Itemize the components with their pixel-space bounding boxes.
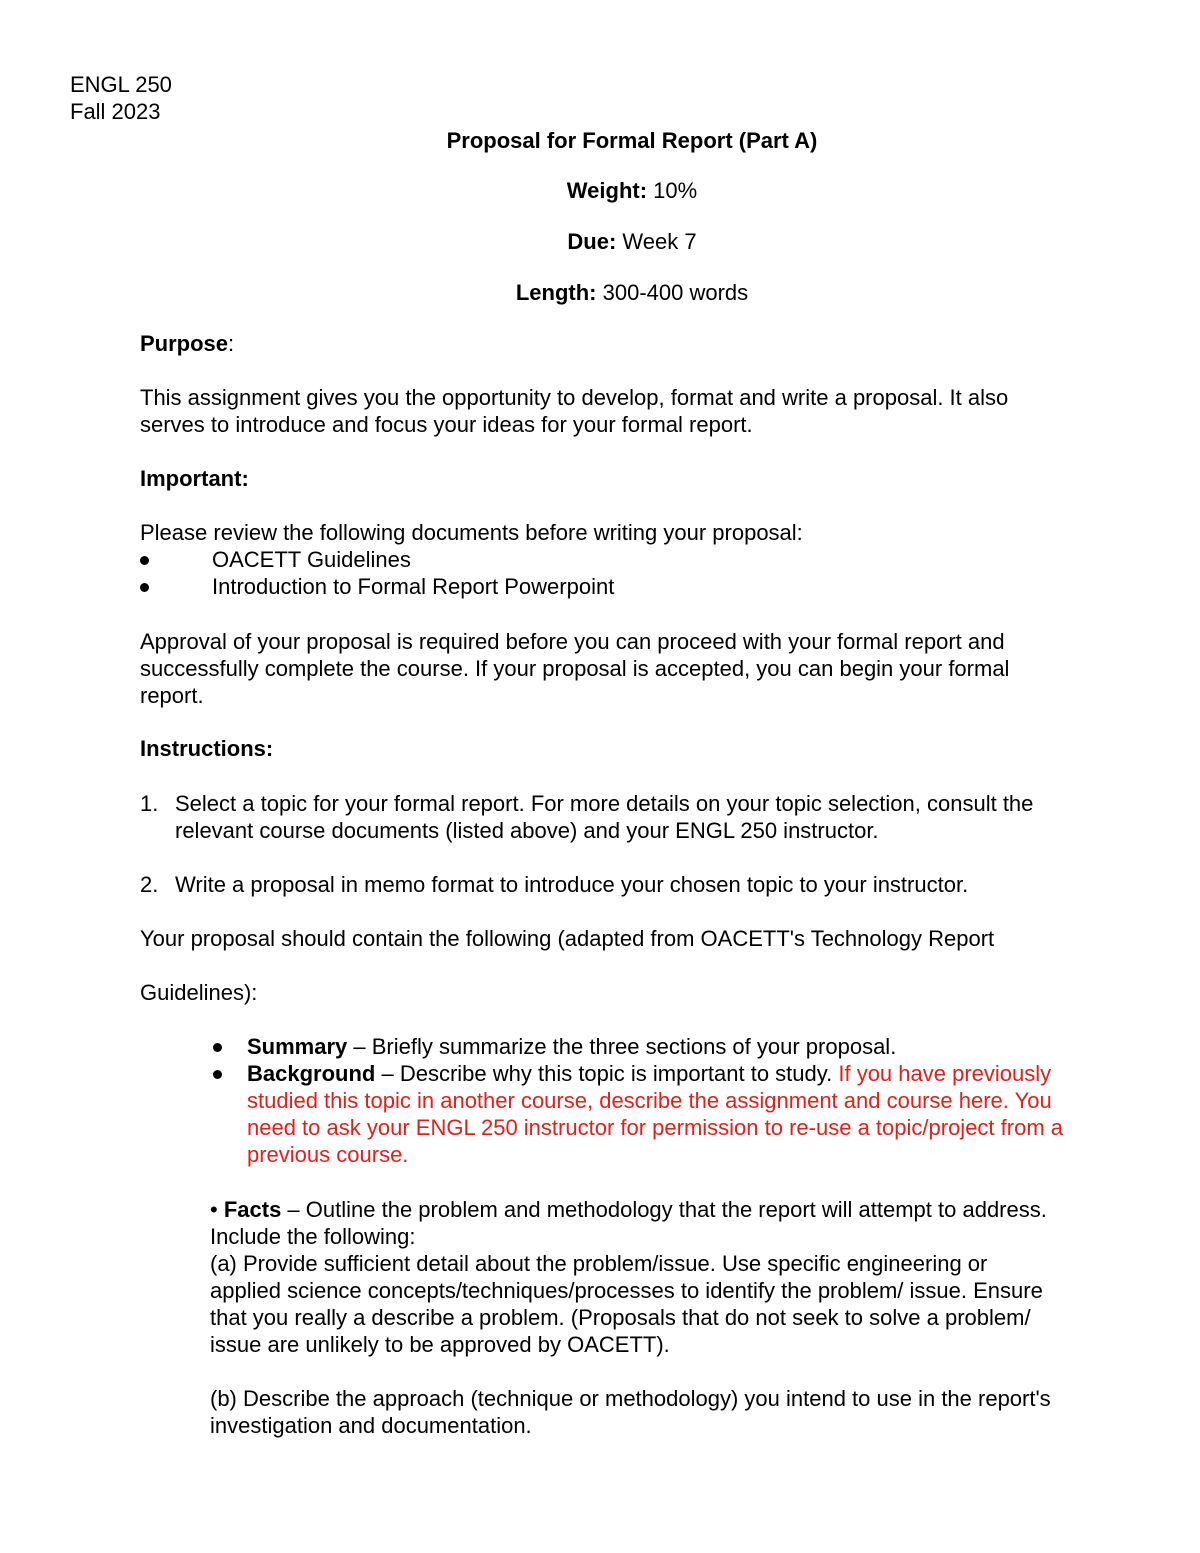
course-code: ENGL 250 (70, 72, 172, 97)
step-1-line-1: Select a topic for your formal report. For more details on your topic selection, consult the (175, 791, 1034, 816)
approval-line-1: Approval of your proposal is required before you can proceed with your formal report and (140, 629, 1005, 654)
summary-item: Summary – Briefly summarize the three sections of your proposal. (247, 1034, 897, 1059)
length-line: Length: 300-400 words (515, 280, 749, 305)
facts-a-line-1: (a) Provide sufficient detail about the problem/issue. Use specific engineering or (210, 1251, 988, 1276)
bullet-icon (213, 1070, 222, 1079)
purpose-text-line-2: serves to introduce and focus your ideas for your formal report. (140, 412, 753, 437)
page-title: Proposal for Formal Report (Part A) (446, 128, 818, 153)
document-name: OACETT Guidelines (212, 547, 411, 572)
document-name: Introduction to Formal Report Powerpoint (212, 574, 615, 599)
purpose-text-line-1: This assignment gives you the opportunity to develop, format and write a proposal. It also (140, 385, 1009, 410)
bullet-icon (140, 583, 149, 592)
background-note-line-4: previous course. (247, 1142, 409, 1167)
step-1-line-2: relevant course documents (listed above) and your ENGL 250 instructor. (175, 818, 879, 843)
instructions-heading: Instructions: (140, 736, 274, 761)
bullet-icon (213, 1043, 222, 1052)
step-number: 2. (140, 872, 159, 897)
background-note-line-3: need to ask your ENGL 250 instructor for permission to re-use a topic/project from a (247, 1115, 1063, 1140)
approval-line-3: report. (140, 683, 204, 708)
contain-line-1: Your proposal should contain the following (adapted from OACETT's Technology Report (140, 926, 995, 951)
facts-a-line-2: applied science concepts/techniques/processes to identify the problem/ issue. Ensure (210, 1278, 1043, 1303)
step-number: 1. (140, 791, 159, 816)
facts-item: • Facts – Outline the problem and methodology that the report will attempt to address. (210, 1197, 1047, 1222)
bullet-icon (140, 556, 149, 565)
background-item: Background – Describe why this topic is important to study. If you have previously (247, 1061, 1052, 1086)
important-intro: Please review the following documents before writing your proposal: (140, 520, 803, 545)
facts-a-line-3: that you really a describe a problem. (Proposals that do not seek to solve a problem/ (210, 1305, 1031, 1330)
facts-a-line-4: issue are unlikely to be approved by OACETT). (210, 1332, 670, 1357)
approval-line-2: successfully complete the course. If your proposal is accepted, you can begin your formal (140, 656, 1010, 681)
facts-b-line-1: (b) Describe the approach (technique or methodology) you intend to use in the report's (210, 1386, 1051, 1411)
facts-b-line-2: investigation and documentation. (210, 1413, 532, 1438)
step-2-line-1: Write a proposal in memo format to introduce your chosen topic to your instructor. (175, 872, 969, 897)
contain-line-2: Guidelines): (140, 980, 258, 1005)
weight-line: Weight: 10% (566, 178, 698, 203)
list-item (140, 546, 1040, 573)
facts-line-2: Include the following: (210, 1224, 416, 1249)
purpose-heading: Purpose: (140, 331, 235, 356)
due-line: Due: Week 7 (567, 229, 697, 254)
term: Fall 2023 (70, 99, 161, 124)
list-item (140, 573, 1040, 600)
background-note-line-2: studied this topic in another course, describe the assignment and course here. You (247, 1088, 1052, 1113)
important-heading: Important: (140, 466, 249, 491)
